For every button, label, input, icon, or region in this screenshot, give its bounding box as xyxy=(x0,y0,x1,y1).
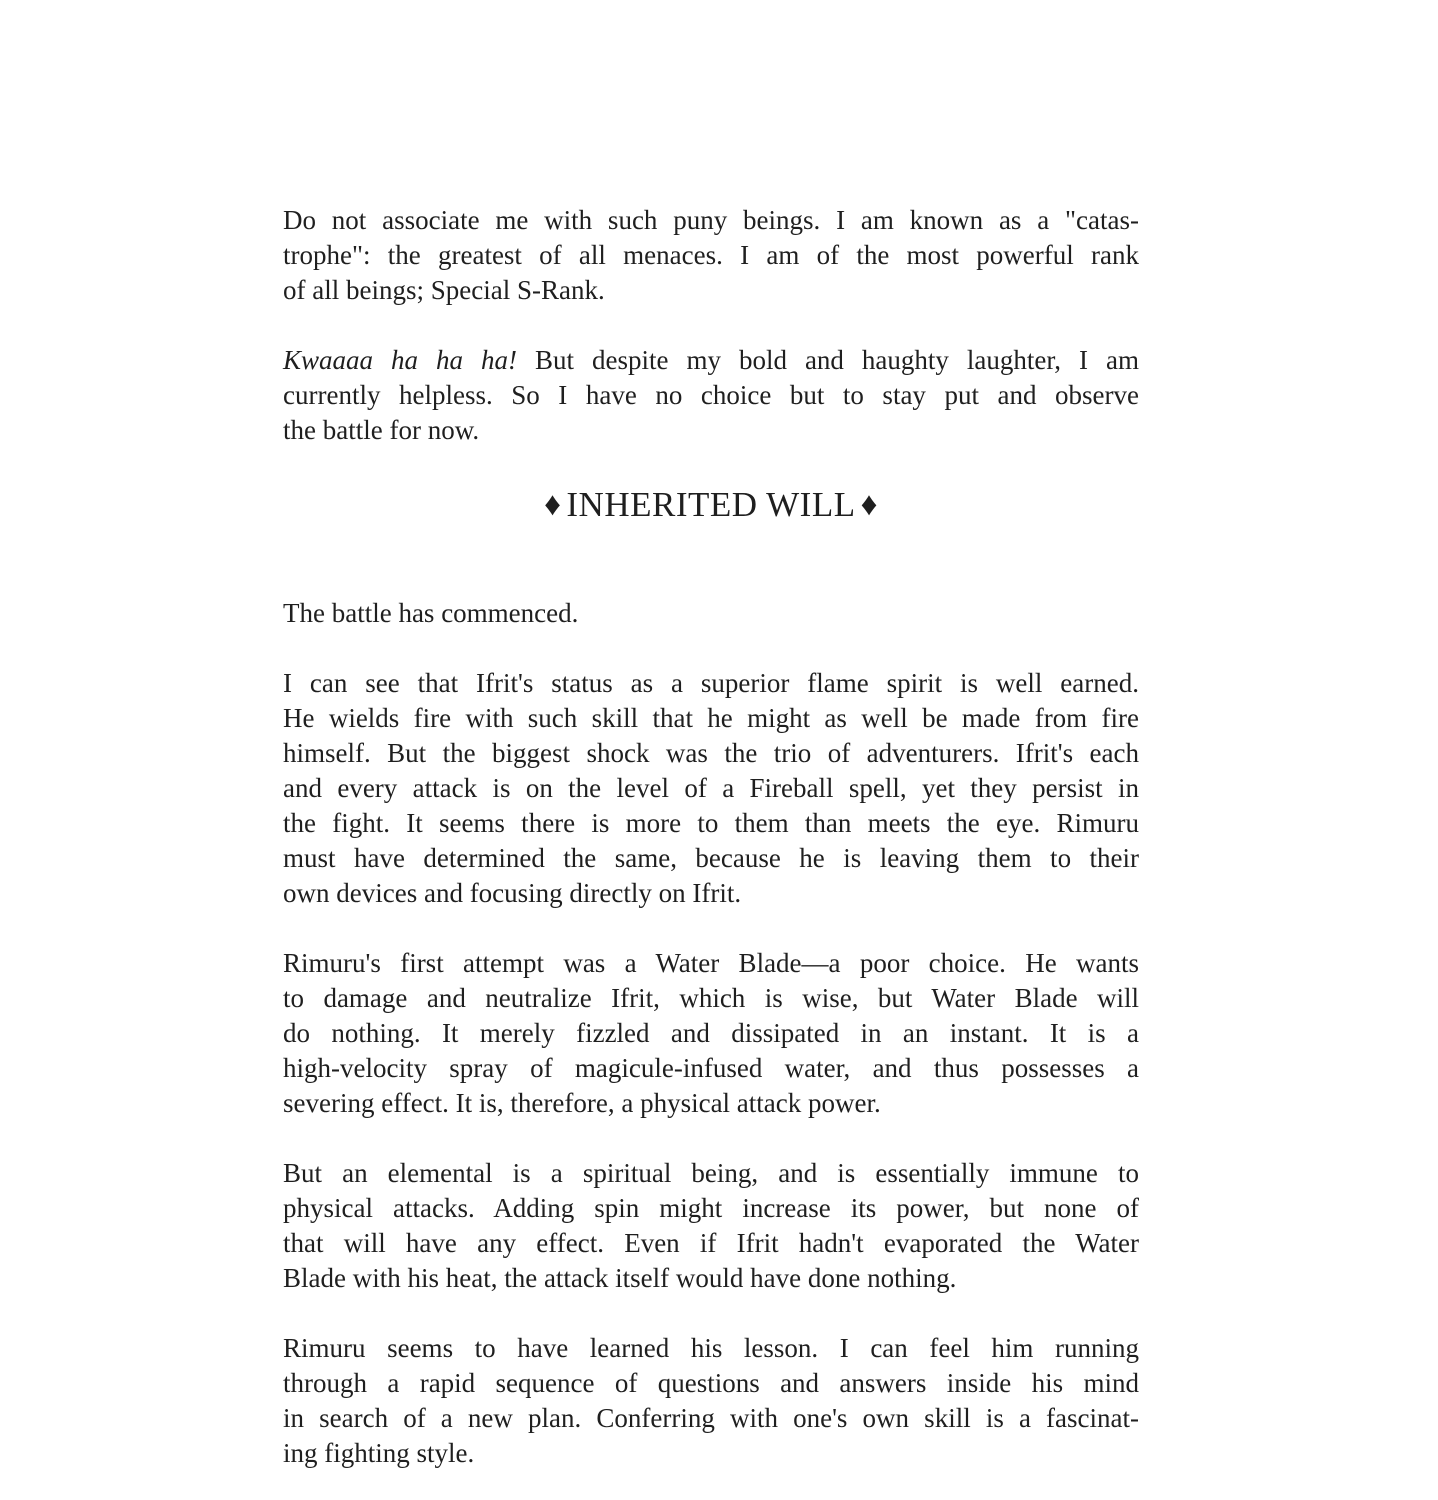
text-line xyxy=(283,701,1139,736)
chapter-heading xyxy=(283,483,1139,528)
text-segment: currently helpless. So I have no choice but to stay put and observe xyxy=(283,380,1139,410)
text-line xyxy=(283,238,1139,273)
text-segment: ing fighting style. xyxy=(283,1438,475,1468)
text-segment: Rimuru seems to have learned his lesson. I can feel him running xyxy=(283,1333,1139,1363)
text-line xyxy=(283,1191,1139,1226)
text-segment: own devices and focusing directly on Ifrit. xyxy=(283,878,742,908)
diamond-icon: ♦ xyxy=(860,487,878,523)
text-line xyxy=(283,343,1139,378)
text-line xyxy=(283,841,1139,876)
text-line xyxy=(283,1016,1139,1051)
text-line xyxy=(283,1366,1139,1401)
text-line xyxy=(283,806,1139,841)
text-segment: to damage and neutralize Ifrit, which is wise, but Water Blade will xyxy=(283,983,1139,1013)
chapter-heading-text: INHERITED WILL xyxy=(566,485,856,524)
text-segment: I can see that Ifrit's status as a superior flame spirit is well earned. xyxy=(283,668,1139,698)
text-line xyxy=(283,876,1139,911)
text-line xyxy=(283,203,1139,238)
text-segment: Do not associate me with such puny beings. I am known as a "catas- xyxy=(283,205,1139,235)
text-segment: trophe": the greatest of all menaces. I am of the most powerful rank xyxy=(283,240,1139,270)
text-segment: the battle for now. xyxy=(283,415,480,445)
text-segment: through a rapid sequence of questions and answers inside his mind xyxy=(283,1368,1139,1398)
text-segment: severing effect. It is, therefore, a physical attack power. xyxy=(283,1088,881,1118)
text-line xyxy=(283,1156,1139,1191)
text-line xyxy=(283,1436,1139,1471)
text-segment: He wields fire with such skill that he might as well be made from fire xyxy=(283,703,1139,733)
text-segment: must have determined the same, because he is leaving them to their xyxy=(283,843,1139,873)
text-segment: Rimuru's first attempt was a Water Blade—a poor choice. He wants xyxy=(283,948,1139,978)
text-line xyxy=(283,946,1139,981)
text-line xyxy=(283,771,1139,806)
text-line xyxy=(283,596,1139,631)
text-segment: and every attack is on the level of a Fireball spell, yet they persist in xyxy=(283,773,1139,803)
text-segment: high-velocity spray of magicule-infused water, and thus possesses a xyxy=(283,1053,1139,1083)
text-segment: that will have any effect. Even if Ifrit hadn't evaporated the Water xyxy=(283,1228,1139,1258)
text-line xyxy=(283,378,1139,413)
text-line xyxy=(283,273,1139,308)
text-segment: The battle has commenced. xyxy=(283,598,579,628)
text-line xyxy=(283,981,1139,1016)
text-segment: himself. But the biggest shock was the trio of adventurers. Ifrit's each xyxy=(283,738,1139,768)
text-line xyxy=(283,736,1139,771)
text-line xyxy=(283,1226,1139,1261)
text-line xyxy=(283,666,1139,701)
text-line xyxy=(283,1401,1139,1436)
text-segment: do nothing. It merely fizzled and dissipated in an instant. It is a xyxy=(283,1018,1139,1048)
text-line xyxy=(283,1261,1139,1296)
text-line xyxy=(283,1086,1139,1121)
text-segment: Blade with his heat, the attack itself would have done nothing. xyxy=(283,1263,957,1293)
text-segment: But an elemental is a spiritual being, and is essentially immune to xyxy=(283,1158,1139,1188)
paragraph xyxy=(283,666,1139,911)
text-line xyxy=(283,1051,1139,1086)
paragraph xyxy=(283,946,1139,1121)
italic-text: Kwaaaa ha ha ha! xyxy=(283,345,517,375)
text-segment: physical attacks. Adding spin might increase its power, but none of xyxy=(283,1193,1139,1223)
text-segment: the fight. It seems there is more to them than meets the eye. Rimuru xyxy=(283,808,1139,838)
text-column xyxy=(283,203,1139,1500)
diamond-icon: ♦ xyxy=(544,487,562,523)
text-segment: of all beings; Special S-Rank. xyxy=(283,275,605,305)
paragraph xyxy=(283,1156,1139,1296)
paragraph xyxy=(283,203,1139,308)
paragraph xyxy=(283,343,1139,448)
text-segment: But despite my bold and haughty laughter, I am xyxy=(517,345,1139,375)
text-line xyxy=(283,413,1139,448)
text-segment: in search of a new plan. Conferring with one's own skill is a fascinat- xyxy=(283,1403,1139,1433)
paragraph xyxy=(283,596,1139,631)
text-line xyxy=(283,1331,1139,1366)
paragraph xyxy=(283,1331,1139,1471)
